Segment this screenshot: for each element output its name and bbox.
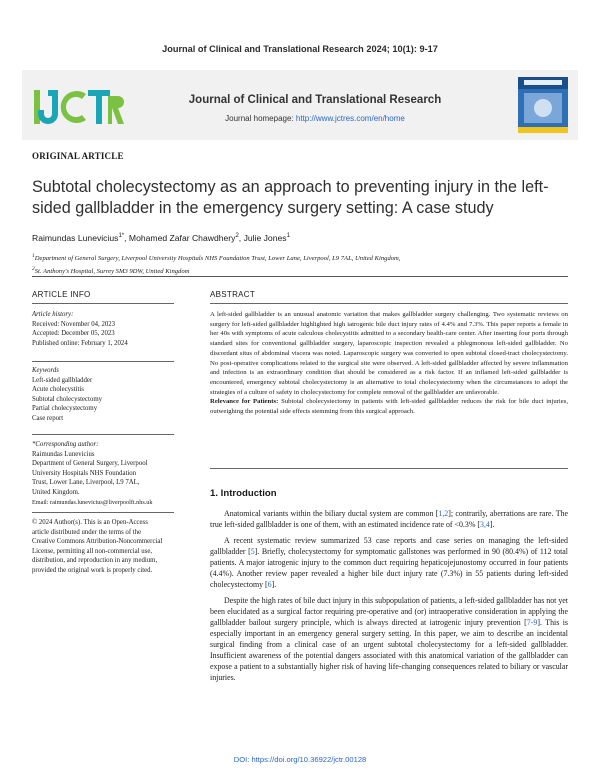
keyword-item: Subtotal cholecystectomy [32, 395, 103, 403]
corresponding-line: University Hospitals NHS Foundation [32, 469, 137, 477]
keyword-item: Acute cholecystitis [32, 386, 84, 394]
author-sup: 1* [118, 233, 125, 240]
author-name: Julie Jones [243, 233, 287, 243]
homepage-link[interactable]: http://www.jctres.com/en/home [295, 114, 405, 123]
citation-link[interactable]: 7-9 [526, 617, 538, 627]
citation-link[interactable]: 1,2 [438, 509, 449, 518]
article-info-divider [32, 303, 174, 304]
corresponding-author [32, 440, 182, 507]
keyword-item: Partial cholecystectomy [32, 405, 98, 413]
corresponding-line: Raimundas Lunevicius [32, 450, 95, 458]
intro-paragraph-3: Despite the high rates of bile duct injury in this subpopulation of patients, a left-sided gallbladder has not yet been elucidated as a surgical factor requiring pre-operative and (or) intraoperative consideration in applying the gallbladder bailout surgery principle, which is always directed at iatrogenic injury prevention [7-9]. This is especially important in an emergency general surgery setting. In this paper, we aim to describe an incidental surgical finding from a clinical case of an urgent subtotal cholecystectomy for a left-sided gallbladder. Insufficient awareness of the potential dangers associated with this anatomical variation of the gallbladder can expose a patient to a substantially higher risk of having life-changing consequences related to biliary or vascular injuries. [210, 595, 568, 683]
license-line: © 2024 Author(s). This is an Open-Access [32, 519, 148, 526]
author-sup: 1 [286, 233, 290, 240]
article-title: Subtotal cholecystectomy as an approach to preventing injury in the left-sided gallbladder in the emergency surgery setting: A case study [32, 178, 549, 217]
abstract-heading: ABSTRACT [210, 290, 256, 299]
introduction-heading: 1. Introduction [210, 488, 277, 499]
abstract-paragraph: A left-sided gallbladder is an unusual anatomic variation that makes gallbladder surgery challenging. Two systematic reviews on surgery for left-sided gallbladder highlighted high iatrogenic bile duct injury rates of 4.4% and 7.3%. This paper reports a female in her 40s with symptoms of acute calculous cholecystitis admitted to a secondary health-care center. After inserting four ports through standard sites for conventional gallbladder surgery, laparoscopic inspection revealed a phlegmonous left-sided gallbladder. No discordant situs of abdominal viscera was noted. Laparoscopic surgery was converted to open subtotal closed-tract cholecystectomy. No post-operative complications related to the surgical site were observed. A left-sided gallbladder affected by severe inflammation and infection is an extraordinary condition that should be considered as a risk factor. If an inflamed left-sided gallbladder is encountered, emergency subtotal cholecystectomy is an alternative to total cholecystectomy when the circumstances to adopt the strategies of a culture of safety in cholecystectomy for complete removal of the gallbladder are unfavorable. [210, 311, 568, 396]
affiliation-text: Department of General Surgery, Liverpool University Hospitals NHS Foundation Trust, Lower Lane, Liverpool, L9 7AL, United Kingdom, [34, 255, 401, 263]
logo-j [38, 90, 58, 124]
affiliation-text: St. Anthony's Hospital, Surrey SM3 9DW, United Kingdom [34, 268, 190, 276]
jctr-logo [30, 84, 126, 130]
corresponding-line: United Kingdom. [32, 488, 80, 496]
relevance-text: Subtotal cholecystectomy in patients with left-sided gallbladder reduces the risk for bile duct injuries, outweighing the potential side effects stemming from this surgical approach. [210, 398, 568, 416]
article-type: ORIGINAL ARTICLE [32, 151, 124, 161]
intro-paragraph-2: A recent systematic review summarized 53 case reports and case series on managing the left-sided gallbladder [5]. Briefly, cholecystectomy for symptomatic gallstones was performed in 90 (80.4%) of 112 total patients. A major iatrogenic injury to the common duct requiring hepaticojejunostomy occurred in four patients (4.4%). Another review paper revealed a higher bile duct injury rate (7.3%) in 55 patients during left-sided cholecystectomy [6]. [210, 535, 568, 590]
journal-name: Journal of Clinical and Translational Research [188, 94, 442, 106]
abstract-body [210, 310, 568, 417]
history-label: Article history: [32, 311, 74, 318]
keyword-item: Left-sided gallbladder [32, 376, 93, 384]
cover-footer [518, 127, 568, 133]
license-line: provided the original work is properly cited. [32, 566, 153, 574]
abstract-end-divider [210, 468, 568, 469]
journal-cover-thumbnail [518, 77, 568, 133]
corresponding-line: Department of General Surgery, Liverpool [32, 460, 148, 468]
abstract-divider [210, 303, 568, 304]
keywords-divider [32, 434, 174, 435]
author-name: Raimundas Lunevicius [32, 233, 119, 243]
logo-bar-1 [34, 90, 40, 124]
license-block [32, 518, 182, 576]
running-header: Journal of Clinical and Translational Research 2024; 10(1): 9-17 [162, 44, 438, 54]
citation-link[interactable]: 5 [250, 546, 255, 556]
affiliations [32, 251, 572, 277]
author-name: Mohamed Zafar Chawdhery [128, 233, 236, 243]
homepage-label: Journal homepage: [225, 114, 294, 123]
logo-r [108, 96, 124, 124]
affiliation-sup: 1 [32, 253, 35, 259]
corresponding-divider [32, 512, 174, 513]
header-divider [32, 276, 568, 277]
article-history [32, 310, 182, 348]
corresponding-line: Trust, Lower Lane, Liverpool, L9 7AL, [32, 479, 140, 487]
history-divider [32, 361, 174, 362]
license-line: Creative Commons Attribution-Noncommercial [32, 538, 163, 546]
doi-footer[interactable]: DOI: https://doi.org/10.36922/jctr.00128 [233, 755, 367, 764]
license-line: article distributed under the terms of the [32, 528, 142, 536]
affiliation-1 [32, 251, 572, 264]
affiliation-sup: 2 [32, 266, 35, 273]
intro-paragraph-1: Anatomical variants within the biliary ductal system are common [1,2]; contrarily, aberrations are rare. The true left-sided gallbladder is one of them, with an estimated incidence rate of <0.3% [3,4]. [210, 509, 568, 530]
citation-link[interactable]: 6 [267, 580, 272, 590]
author-list: Raimundas Lunevicius$^{1*}$, Mohamed Zafar Chawdhery$^2$, Julie Jones$^1$ [32, 233, 290, 243]
published-date: Published online: February 1, 2024 [32, 339, 128, 347]
introduction-body [210, 508, 568, 688]
citation-link[interactable]: 3,4 [480, 520, 490, 530]
cover-title-strip [524, 80, 562, 85]
author-sup: 2 [235, 233, 239, 240]
license-line: distribution, and reproduction in any medium, [32, 557, 158, 565]
cover-graphic [534, 99, 552, 117]
license-line: License, permitting all non-commercial use, [32, 547, 153, 555]
received-date: Received: November 04, 2023 [32, 320, 116, 328]
accepted-date: Accepted: December 05, 2023 [32, 330, 115, 338]
corresponding-email[interactable]: Email: raimundas.lunevicius@liverpoolft.nhs.uk [32, 498, 153, 506]
logo-c [61, 91, 86, 123]
article-info-heading: ARTICLE INFO [32, 290, 91, 299]
logo-t [88, 90, 110, 124]
keywords-label: Keywords [32, 367, 59, 374]
keywords-block [32, 366, 182, 424]
journal-homepage [150, 114, 480, 123]
relevance-label: Relevance for Patients: [210, 398, 279, 406]
corresponding-label: *Corresponding author: [32, 441, 99, 448]
keyword-item: Case report [32, 414, 64, 422]
